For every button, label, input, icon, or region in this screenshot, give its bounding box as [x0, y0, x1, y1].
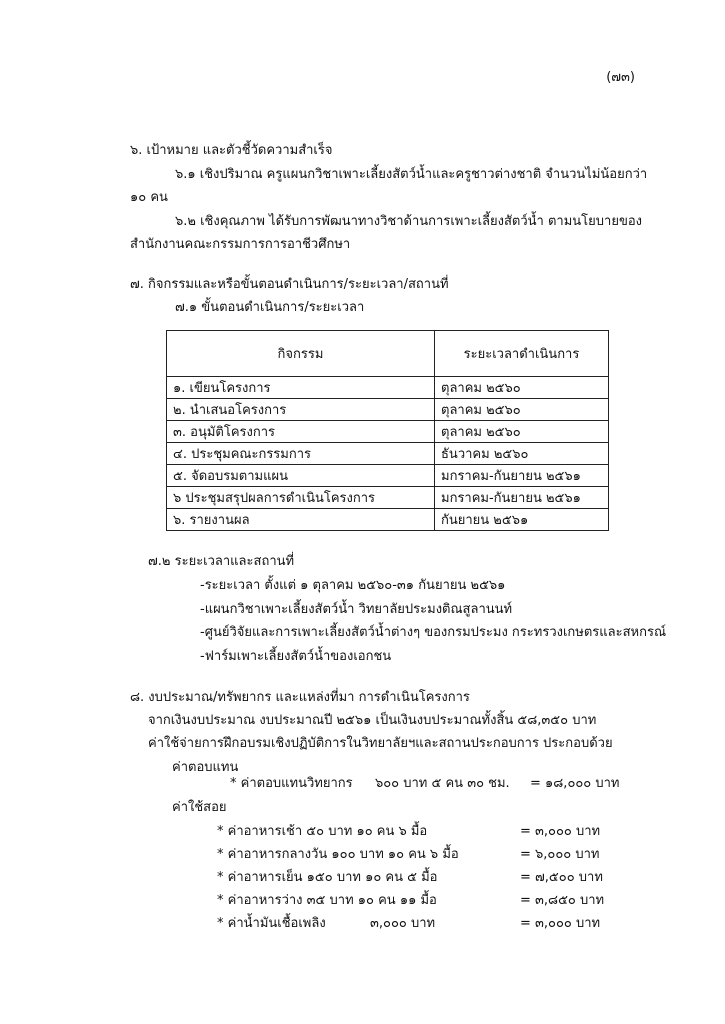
section-7-heading: ๗. กิจกรรมและหรือขั้นตอนดำเนินการ/ระยะเวลา/สถานที่	[130, 277, 449, 292]
table-cell-duration: มกราคม-กันยายน ๒๕๖๑	[435, 465, 609, 487]
schedule-table	[166, 330, 609, 531]
section-7-sub-2-item: -ศูนย์วิจัยและการเพาะเลี้ยงสัตว์น้ำต่างๆ ของกรมประมง กระทรวงเกษตรและสหกรณ์	[200, 625, 667, 640]
table-cell-duration: มกราคม-กันยายน ๒๕๖๑	[435, 487, 609, 509]
cost-row	[217, 820, 637, 840]
section-7-sub-2-item: -แผนกวิชาเพาะเลี้ยงสัตว์น้ำ วิทยาลัยประมงติณสูลานนท์	[200, 602, 513, 617]
section-7-sub-2-item: -ฟาร์มเพาะเลี้ยงสัตว์น้ำของเอกชน	[200, 649, 392, 664]
table-cell-activity: ๖. รายงานผล	[167, 509, 435, 531]
table-cell-activity: ๑. เขียนโครงการ	[167, 377, 435, 399]
cost-row	[217, 843, 637, 863]
cost-item: * ค่าตอบแทนวิทยากร	[230, 776, 353, 791]
cost-row	[217, 912, 637, 932]
section-8-heading: ๘. งบประมาณ/ทรัพยากร และแหล่งที่มา การดำเนินโครงการ	[130, 690, 470, 705]
materials-label: ค่าใช้สอย	[172, 800, 227, 815]
section-8-line-2: ค่าใช้จ่ายการฝึกอบรมเชิงปฏิบัติการในวิทยาลัยฯและสถานประกอบการ ประกอบด้วย	[148, 736, 613, 751]
table-row	[167, 377, 609, 399]
table-cell-activity: ๕. จัดอบรมตามแผน	[167, 465, 435, 487]
table-row	[167, 399, 609, 421]
section-7-sub-2-item: -ระยะเวลา ตั้งแต่ ๑ ตุลาคม ๒๕๖๐-๓๑ กันยายน ๒๕๖๑	[200, 578, 506, 593]
table-header-duration: ระยะเวลาดำเนินการ	[435, 331, 609, 377]
section-7-sub-2: ๗.๒ ระยะเวลาและสถานที่	[148, 554, 295, 569]
section-6-item-2-line-1: ๖.๒ เชิงคุณภาพ ได้รับการพัฒนาทางวิชาด้านการเพาะเลี้ยงสัตว์น้ำ ตามนโยบายของ	[175, 214, 642, 229]
cost-quantity: ๓,๐๐๐ บาท	[370, 916, 436, 931]
table-row	[167, 443, 609, 465]
table-cell-activity: ๔. ประชุมคณะกรรมการ	[167, 443, 435, 465]
cost-total: = ๓,๐๐๐ บาท	[520, 916, 601, 931]
cost-item: * ค่าอาหารเย็น ๑๕๐ บาท ๑๐ คน ๕ มื้อ	[217, 870, 438, 885]
table-row	[167, 465, 609, 487]
table-cell-duration: ตุลาคม ๒๕๖๐	[435, 377, 609, 399]
cost-row	[230, 772, 628, 792]
table-row	[167, 487, 609, 509]
table-header-activity: กิจกรรม	[167, 331, 435, 377]
page-number: (๗๓)	[606, 70, 635, 85]
cost-total: = ๖,๐๐๐ บาท	[520, 847, 600, 862]
cost-item: * ค่าน้ำมันเชื้อเพลิง	[217, 916, 326, 931]
cost-total: = ๑๘,๐๐๐ บาท	[530, 776, 620, 791]
cost-total: = ๓,๘๕๐ บาท	[520, 893, 605, 908]
cost-quantity: ๖๐๐ บาท ๕ คน ๓๐ ชม.	[375, 776, 510, 791]
cost-total: = ๗,๕๐๐ บาท	[520, 870, 603, 885]
table-cell-duration: ตุลาคม ๒๕๖๐	[435, 399, 609, 421]
cost-total: = ๓,๐๐๐ บาท	[520, 824, 601, 839]
cost-item: * ค่าอาหารกลางวัน ๑๐๐ บาท ๑๐ คน ๖ มื้อ	[217, 847, 459, 862]
table-cell-duration: ตุลาคม ๒๕๖๐	[435, 421, 609, 443]
table-row	[167, 421, 609, 443]
section-6-item-1-line-2: ๑๐ คน	[130, 190, 168, 205]
table-header-row	[167, 331, 609, 377]
table-cell-activity: ๖ ประชุมสรุปผลการดำเนินโครงการ	[167, 487, 435, 509]
table-cell-activity: ๒. นำเสนอโครงการ	[167, 399, 435, 421]
cost-item: * ค่าอาหารเช้า ๕๐ บาท ๑๐ คน ๖ มื้อ	[217, 824, 428, 839]
cost-row	[217, 889, 637, 909]
table-row	[167, 509, 609, 531]
table-cell-activity: ๓. อนุมัติโครงการ	[167, 421, 435, 443]
section-6-item-1-line-1: ๖.๑ เชิงปริมาณ ครูแผนกวิชาเพาะเลี้ยงสัตว์น้ำและครูชาวต่างชาติ จำนวนไม่น้อยกว่า	[175, 167, 648, 182]
cost-item: * ค่าอาหารว่าง ๓๕ บาท ๑๐ คน ๑๑ มื้อ	[217, 893, 437, 908]
section-7-sub-1: ๗.๑ ขั้นตอนดำเนินการ/ระยะเวลา	[175, 300, 365, 315]
section-8-line-1: จากเงินงบประมาณ งบประมาณปี ๒๕๖๑ เป็นเงินงบประมาณทั้งสิ้น ๕๘,๓๕๐ บาท	[148, 713, 597, 728]
section-6-item-2-line-2: สำนักงานคณะกรรมการการอาชีวศึกษา	[130, 237, 351, 252]
cost-row	[217, 866, 637, 886]
table-cell-duration: กันยายน ๒๕๖๑	[435, 509, 609, 531]
section-6-heading: ๖. เป้าหมาย และตัวชี้วัดความสำเร็จ	[130, 143, 333, 158]
compensation-label: ค่าตอบแทน	[172, 760, 239, 775]
table-cell-duration: ธันวาคม ๒๕๖๐	[435, 443, 609, 465]
